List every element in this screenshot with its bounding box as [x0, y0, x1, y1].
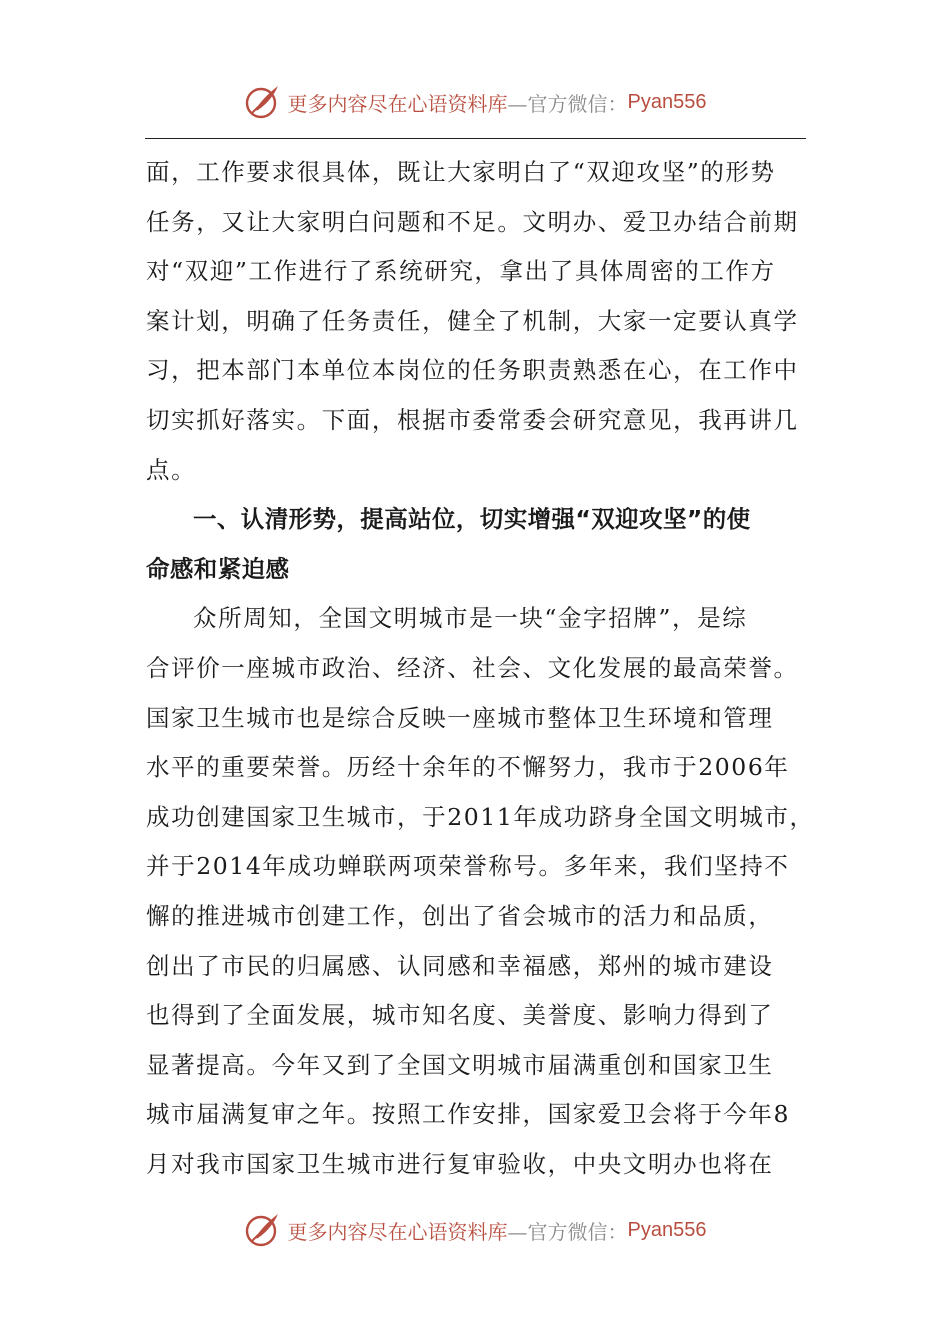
- paragraph-1: [146, 148, 808, 495]
- text-line: 水平的重要荣誉。历经十余年的不懈努力，我市于2006年: [146, 753, 790, 782]
- text-line: 众所周知，全国文明城市是一块“金字招牌”，是综: [193, 604, 748, 633]
- text-line: 城市届满复审之年。按照工作安排，国家爱卫会将于今年8: [146, 1100, 791, 1129]
- text-line: 切实抓好落实。下面，根据市委常委会研究意见，我再讲几: [146, 405, 799, 434]
- text-line: 懈的推进城市创建工作，创出了省会城市的活力和品质，: [146, 901, 774, 930]
- banner-main-text: 更多内容尽在心语资料库: [287, 91, 508, 116]
- banner-wechat-id: Pyan556: [627, 90, 707, 113]
- header-banner: [0, 80, 950, 124]
- text-line: 点。: [146, 455, 197, 484]
- header-divider: [145, 138, 806, 139]
- heading-line: 命感和紧迫感: [146, 554, 290, 583]
- banner-wechat-id: Pyan556: [627, 1218, 707, 1241]
- banner-main-text: 更多内容尽在心语资料库: [287, 1219, 508, 1244]
- quill-logo-icon: [244, 1211, 282, 1249]
- text-line: 习，把本部门本单位本岗位的任务职责熟悉在心，在工作中: [146, 356, 799, 385]
- section-heading-1: [146, 495, 808, 594]
- heading-line: 一、认清形势，提高站位，切实增强“双迎攻坚”的使: [193, 505, 751, 534]
- text-line: 对“双迎”工作进行了系统研究，拿出了具体周密的工作方: [146, 257, 776, 286]
- text-line: 案计划，明确了任务责任，健全了机制，大家一定要认真学: [146, 306, 799, 335]
- banner-separator-text: —官方微信：: [507, 91, 628, 116]
- text-line: 并于2014年成功蝉联两项荣誉称号。多年来，我们坚持不: [146, 852, 790, 881]
- text-line: 月对我市国家卫生城市进行复审验收，中央文明办也将在: [146, 1149, 774, 1178]
- banner-separator-text: —官方微信：: [507, 1219, 628, 1244]
- quill-logo-icon: [244, 83, 282, 121]
- text-line: 面，工作要求很具体，既让大家明白了“双迎攻坚”的形势: [146, 158, 776, 186]
- text-line: 合评价一座城市政治、经济、社会、文化发展的最高荣誉。: [146, 653, 799, 682]
- text-line: 也得到了全面发展，城市知名度、美誉度、影响力得到了: [146, 1001, 774, 1030]
- text-line: 显著提高。今年又到了全国文明城市届满重创和国家卫生: [146, 1050, 774, 1079]
- text-line: 任务，又让大家明白问题和不足。文明办、爱卫办结合前期: [146, 207, 799, 236]
- footer-banner: [0, 1208, 950, 1252]
- document-body: [146, 148, 815, 1189]
- text-line: 创出了市民的归属感、认同感和幸福感，郑州的城市建设: [146, 951, 774, 980]
- paragraph-2: [146, 594, 815, 1189]
- text-line: 国家卫生城市也是综合反映一座城市整体卫生环境和管理: [146, 703, 774, 732]
- text-line: 成功创建国家卫生城市，于2011年成功跻身全国文明城市，: [146, 802, 815, 831]
